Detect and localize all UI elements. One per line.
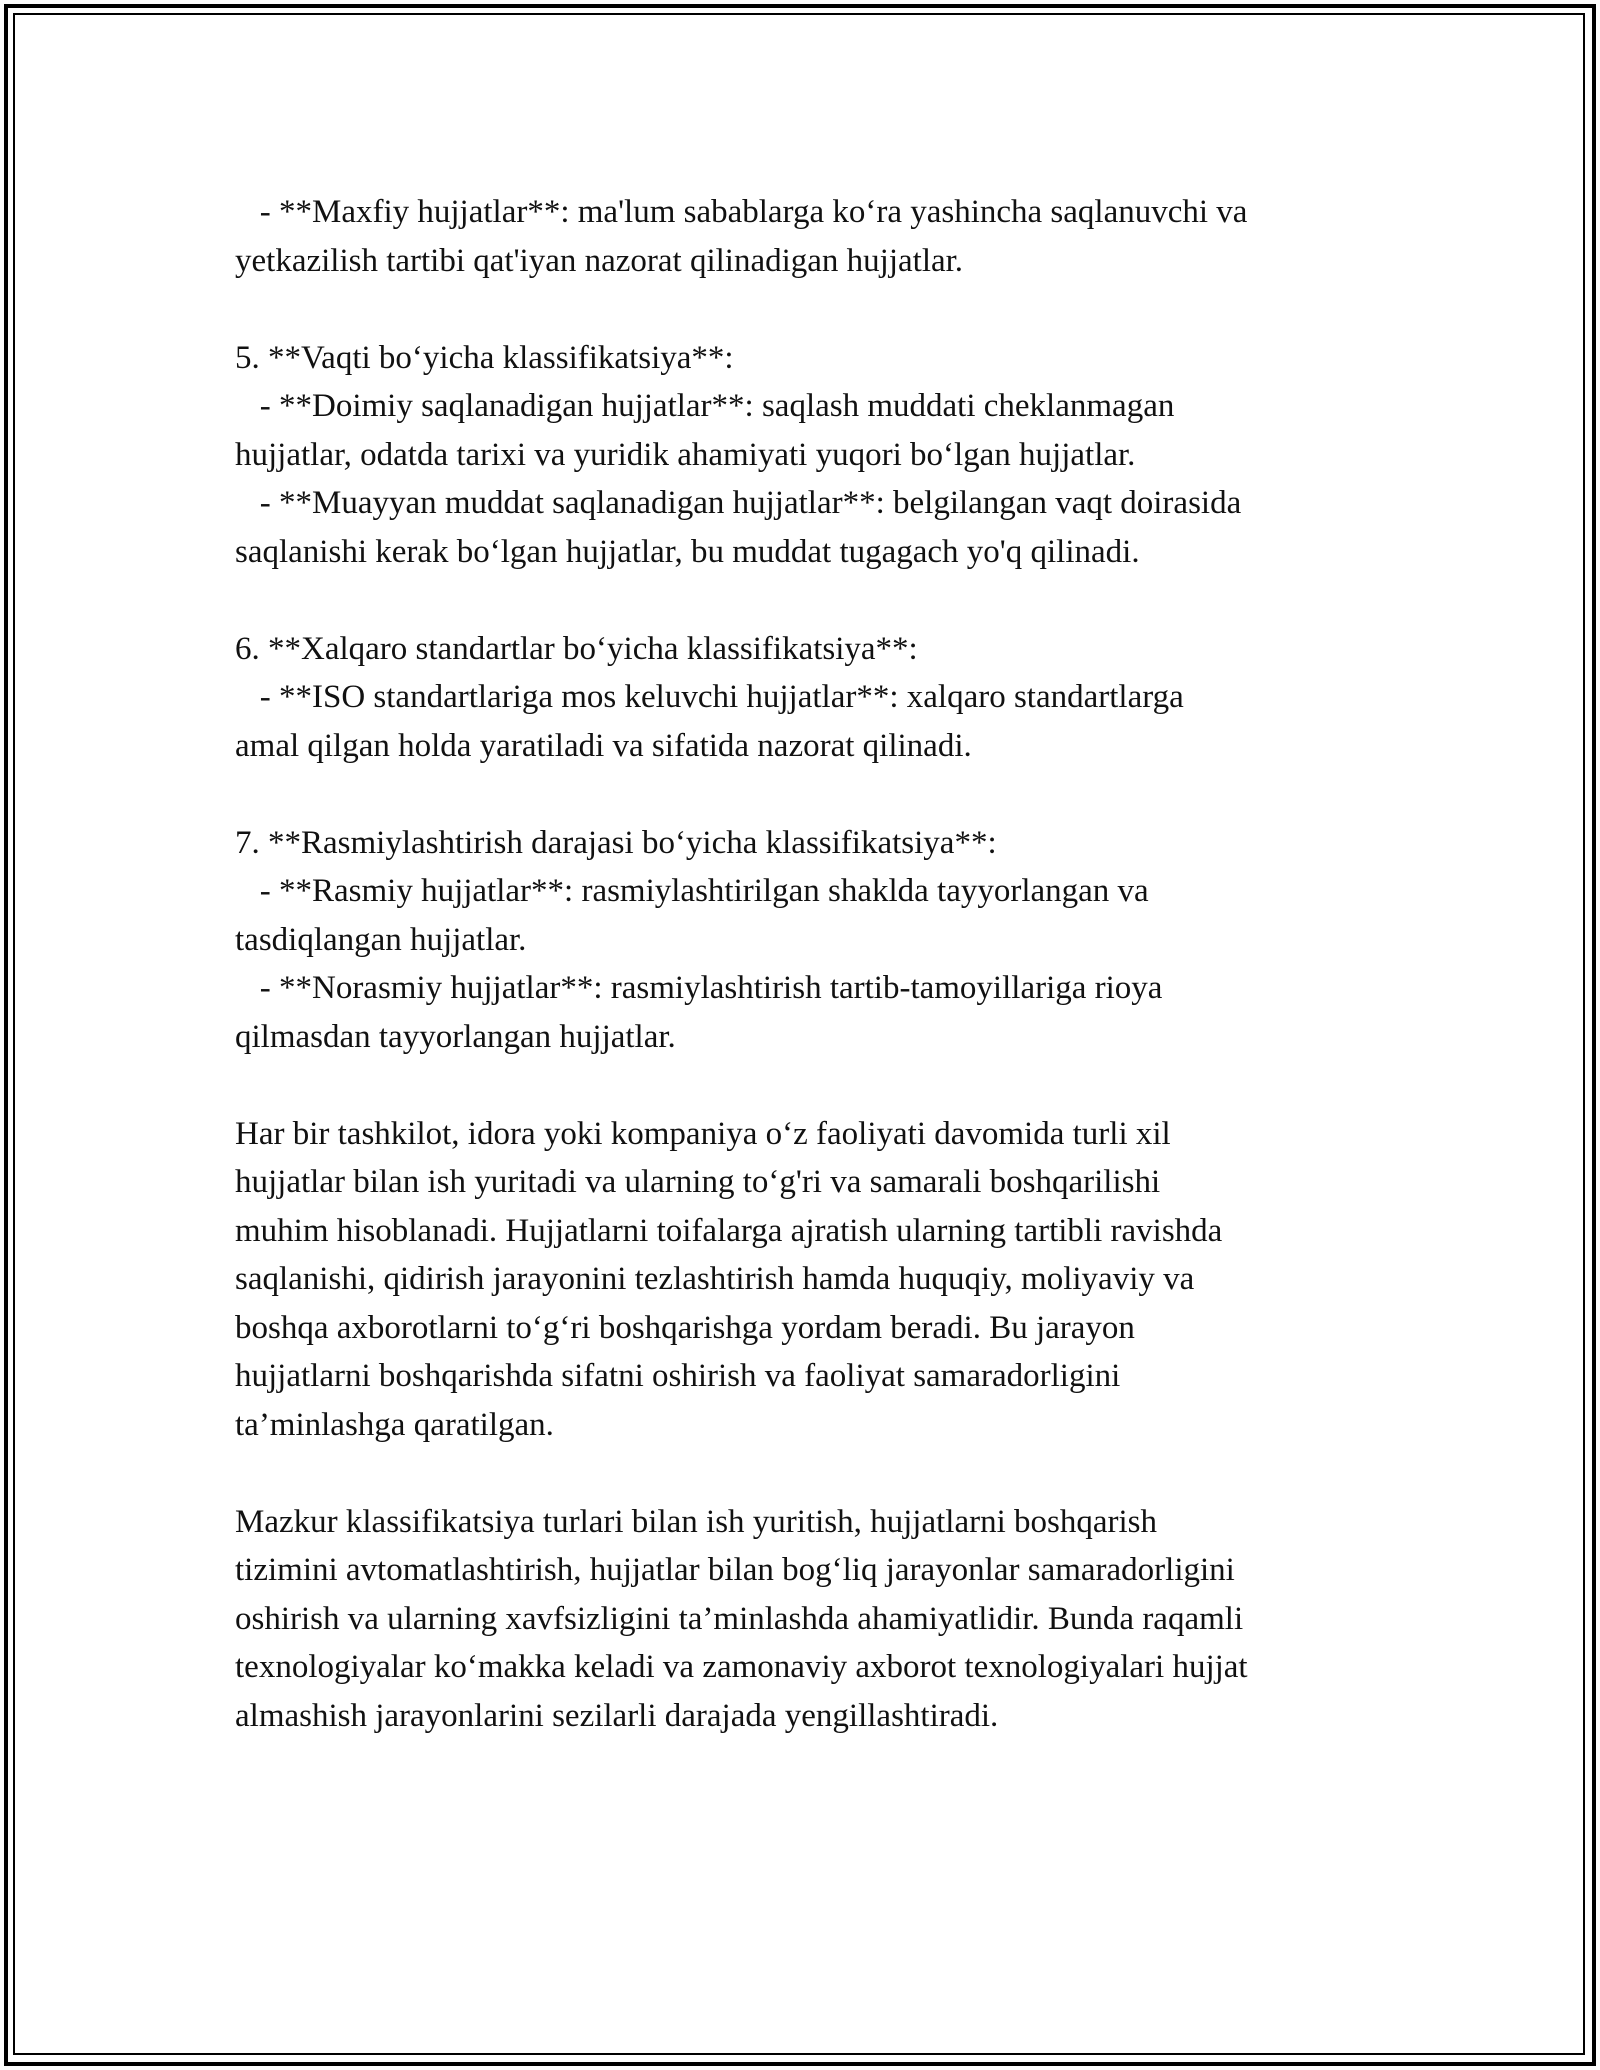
paragraph-gap	[235, 770, 1395, 819]
text-line: amal qilgan holda yaratiladi va sifatida nazorat qilinadi.	[235, 727, 972, 764]
text-line: almashish jarayonlarini sezilarli darajada yengillashtiradi.	[235, 1697, 999, 1734]
paragraph-gap	[235, 1061, 1395, 1110]
text-line: saqlanishi, qidirish jarayonini tezlashtirish hamda huquqiy, moliyaviy va	[235, 1261, 1195, 1297]
text-line: boshqa axborotlarni to‘g‘ri boshqarishga yordam beradi. Bu jarayon	[235, 1309, 1135, 1346]
text-line: hujjatlar, odatda tarixi va yuridik ahamiyati yuqori bo‘lgan hujjatlar.	[235, 436, 1136, 473]
text-line: Mazkur klassifikatsiya turlari bilan ish yuritish, hujjatlarni boshqarish	[235, 1503, 1158, 1540]
text-line: tizimini avtomatlashtirish, hujjatlar bilan bog‘liq jarayonlar samaradorligini	[235, 1552, 1235, 1588]
text-line: - **Maxfiy hujjatlar**: ma'lum sabablarga ko‘ra yashincha saqlanuvchi va	[235, 194, 1248, 230]
text-line: muhim hisoblanadi. Hujjatlarni toifalarga ajratish ularning tartibli ravishda	[235, 1212, 1223, 1249]
section-heading: 5. **Vaqti bo‘yicha klassifikatsiya**:	[235, 339, 734, 376]
text-line: saqlanishi kerak bo‘lgan hujjatlar, bu muddat tugagach yo'q qilinadi.	[235, 533, 1140, 570]
document-body	[235, 188, 1395, 1740]
text-line: - **Muayyan muddat saqlanadigan hujjatlar**: belgilangan vaqt doirasida	[235, 485, 1242, 521]
text-line: - **ISO standartlariga mos keluvchi hujjatlar**: xalqaro standartlarga	[235, 679, 1184, 715]
text-line: tasdiqlangan hujjatlar.	[235, 921, 527, 958]
text-line: Har bir tashkilot, idora yoki kompaniya o‘z faoliyati davomida turli xil	[235, 1115, 1171, 1152]
section-heading: 6. **Xalqaro standartlar bo‘yicha klassifikatsiya**:	[235, 630, 918, 667]
text-line: hujjatlar bilan ish yuritadi va ularning to‘g'ri va samarali boshqarilishi	[235, 1164, 1161, 1200]
section-heading: 7. **Rasmiylashtirish darajasi bo‘yicha klassifikatsiya**:	[235, 824, 997, 861]
text-line: hujjatlarni boshqarishda sifatni oshirish va faoliyat samaradorligini	[235, 1358, 1121, 1394]
text-line: oshirish va ularning xavfsizligini ta’minlashda ahamiyatlidir. Bunda raqamli	[235, 1600, 1244, 1637]
text-line: texnologiyalar ko‘makka keladi va zamonaviy axborot texnologiyalari hujjat	[235, 1649, 1248, 1685]
paragraph-gap	[235, 285, 1395, 334]
text-line: ta’minlashga qaratilgan.	[235, 1406, 554, 1443]
text-line: - **Rasmiy hujjatlar**: rasmiylashtirilgan shakldа tayyorlangan va	[235, 873, 1149, 909]
paragraph-gap	[235, 1449, 1395, 1498]
text-line: yetkazilish tartibi qat'iyan nazorat qilinadigan hujjatlar.	[235, 242, 964, 279]
text-line: - **Norasmiy hujjatlar**: rasmiylashtirish tartib-tamoyillariga rioya	[235, 970, 1163, 1006]
text-line: - **Doimiy saqlanadigan hujjatlar**: saqlash muddati cheklanmagan	[235, 388, 1175, 424]
paragraph-gap	[235, 576, 1395, 625]
text-line: qilmasdan tayyorlangan hujjatlar.	[235, 1018, 676, 1055]
